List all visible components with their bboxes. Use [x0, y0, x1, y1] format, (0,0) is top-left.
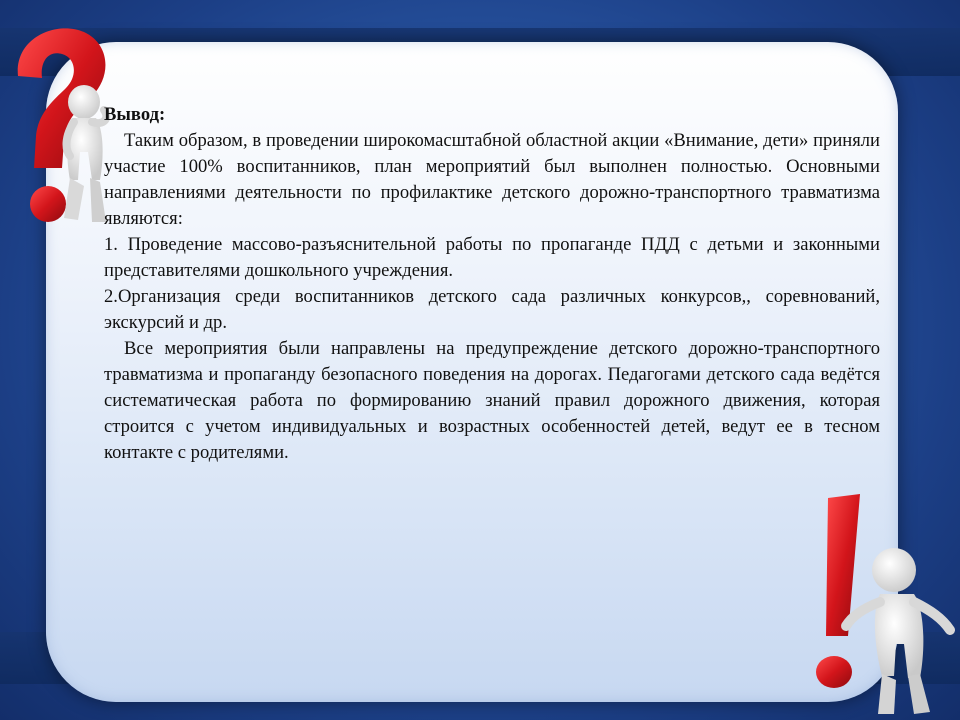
conclusion-heading: Вывод:	[104, 104, 166, 125]
paragraph-point-1: 1. Проведение массово-разъяснительной работы по пропаганде ПДД с детьми и законными представителями дошкольного учреждения.	[104, 234, 880, 281]
exclamation-mark-person-icon	[790, 486, 960, 720]
paragraph-summary: Таким образом, в проведении широкомасштабной областной акции «Внимание, дети» приняли участие 100% воспитанников, план мероприятий был выполнен полностью. Основными направлениями деятельности по профилактике детского дорожно-транспортного травматизма являются:	[104, 130, 880, 229]
paragraph-closing: Все мероприятия были направлены на предупреждение детского дорожно-транспортного травматизма и пропаганду безопасного поведения на дорогах. Педагогами детского сада ведётся систематическая работа по формированию знаний правил дорожного движения, которая строится с учетом индивидуальных и возрастных особенностей детей, ведут ее в тесном контакте с родителями.	[104, 338, 880, 463]
conclusion-text	[104, 102, 880, 466]
paragraph-point-2: 2.Организация среди воспитанников детского сада различных конкурсов,, соревнований, экскурсий и др.	[104, 286, 880, 333]
